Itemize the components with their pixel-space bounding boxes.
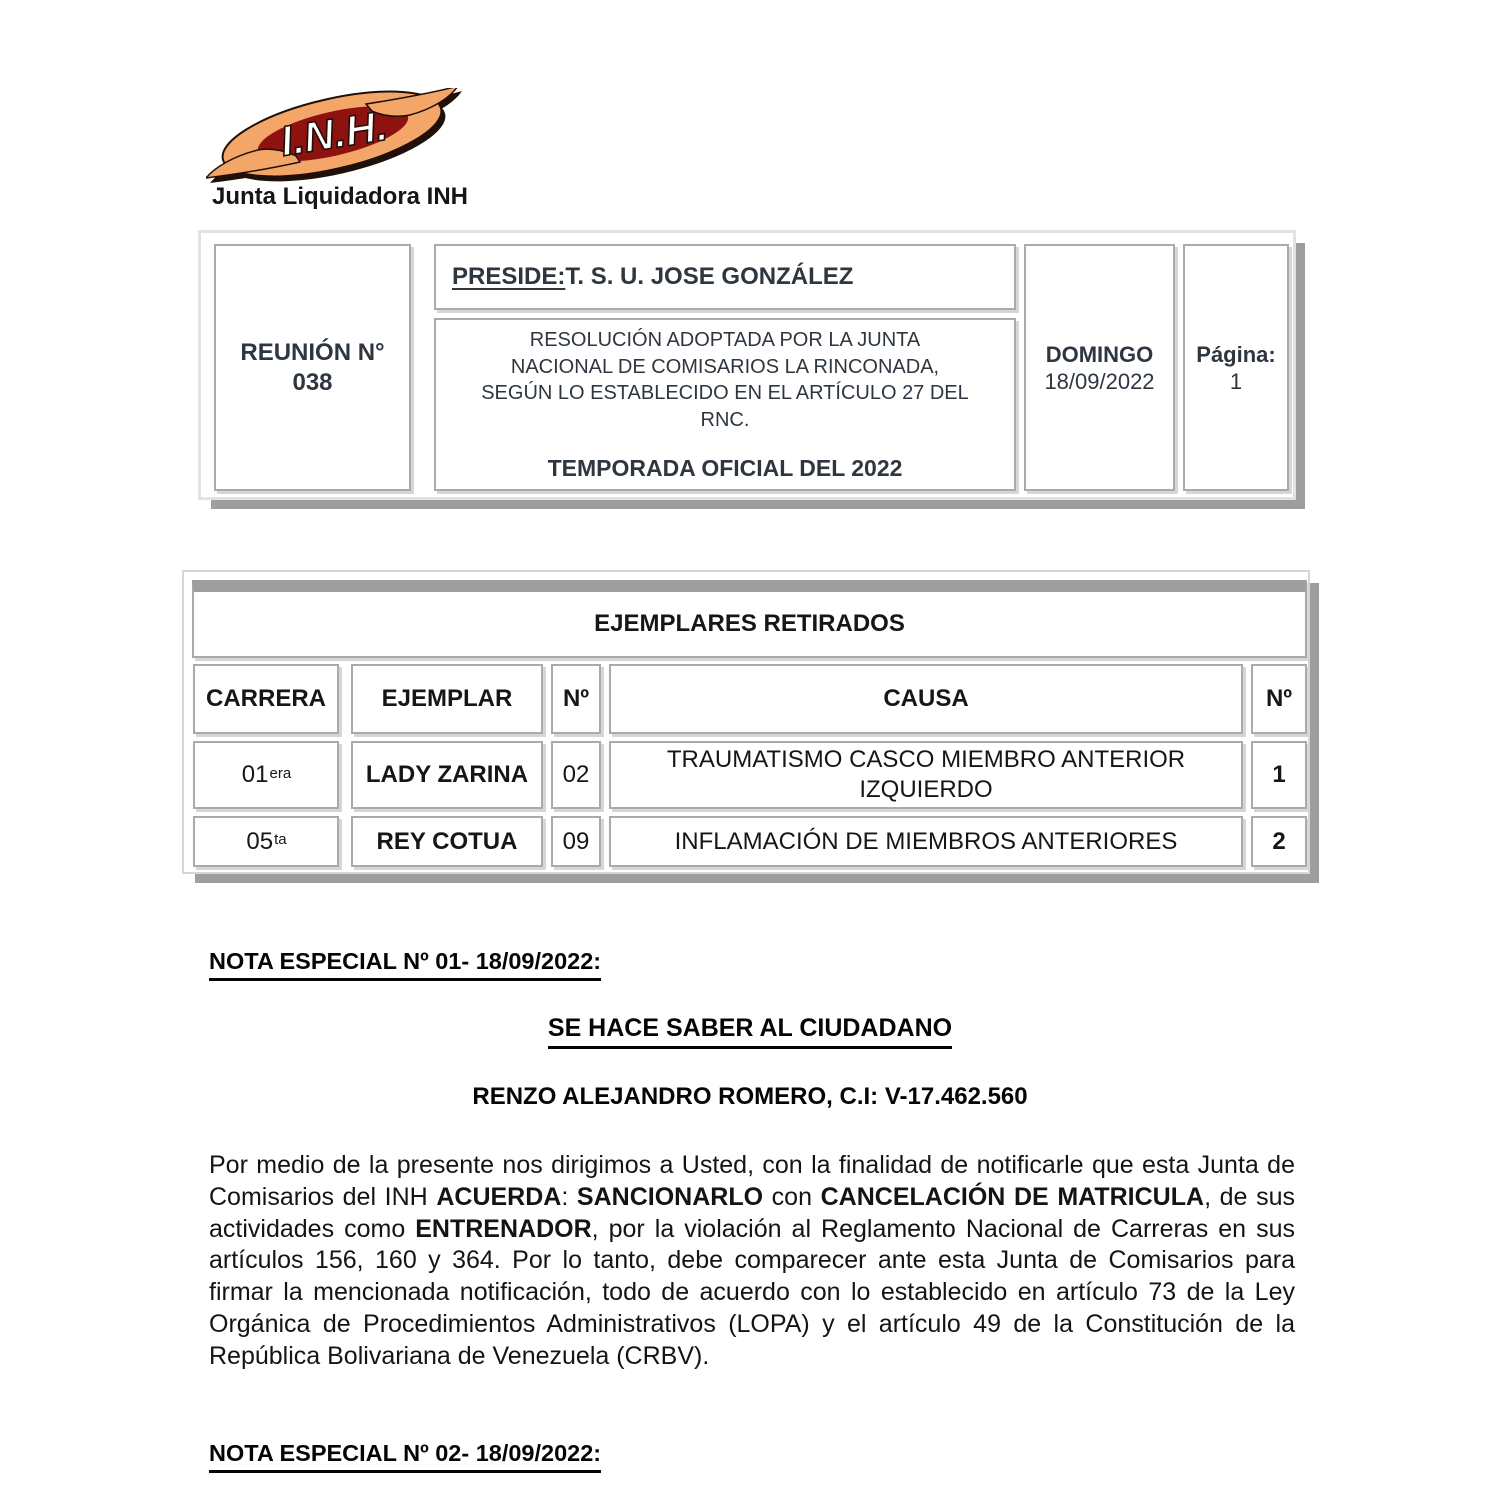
day-label: DOMINGO <box>1045 341 1154 367</box>
table-row-1-carrera <box>193 741 339 809</box>
resolution-line: RESOLUCIÓN ADOPTADA POR LA JUNTA <box>529 329 921 352</box>
table-row-1-numero: 02 <box>551 741 601 809</box>
table-row-1-ejemplar: LADY ZARINA <box>351 741 543 809</box>
table-row-2-carrera <box>193 816 339 867</box>
col-header-orden: Nº <box>1251 664 1307 734</box>
table-row-1-orden: 1 <box>1251 741 1307 809</box>
carrera-number: 01 <box>241 761 269 788</box>
table-row-2-numero: 09 <box>551 816 601 867</box>
retirados-table <box>182 570 1310 874</box>
page-cell <box>1183 244 1289 491</box>
nota-especial-1-heading: NOTA ESPECIAL Nº 01- 18/09/2022: <box>209 948 601 981</box>
table-row-2-causa: INFLAMACIÓN DE MIEMBROS ANTERIORES <box>609 816 1243 867</box>
notification-paragraph: Por medio de la presente nos dirigimos a Usted, con la finalidad de notificarle que esta Junta de Comisarios del INH ACUERDA: SANCIONARLO con CANCELACIÓN DE MATRICULA, de sus actividades como ENTRENADOR, por la violación al Reglamento Nacional de Carreras en sus artículos 156, 160 y 364. Por lo tanto, debe comparecer ante esta Junta de Comisarios para firmar la mencionada notificación, todo de acuerdo con lo establecido en artículo 73 de la Ley Orgánica de Procedimientos Administrativos (LOPA) y el artículo 49 de la Constitución de la República Bolivariana de Venezuela (CRBV). <box>209 1151 1295 1370</box>
inh-logo-text: I.N.H. <box>277 101 391 165</box>
page-label: Página: <box>1196 341 1276 367</box>
preside-label: PRESIDE: <box>452 263 566 290</box>
date-cell <box>1024 244 1175 491</box>
resolution-line: RNC. <box>700 408 750 431</box>
resolution-line: SEGÚN LO ESTABLECIDO EN EL ARTÍCULO 27 DEL <box>481 382 969 405</box>
resolution-line: NACIONAL DE COMISARIOS LA RINCONADA, <box>510 355 940 378</box>
col-header-ejemplar: EJEMPLAR <box>351 664 543 734</box>
carrera-ordinal: ta <box>274 831 287 848</box>
page-number: 1 <box>1229 368 1243 394</box>
table-row-2-orden: 2 <box>1251 816 1307 867</box>
citizen-name-line: RENZO ALEJANDRO ROMERO, C.I: V-17.462.560 <box>472 1083 1028 1110</box>
retirados-title: EJEMPLARES RETIRADOS <box>192 580 1307 658</box>
se-hace-saber-heading: SE HACE SABER AL CIUDADANO <box>0 1014 1500 1049</box>
nota-especial-2-heading: NOTA ESPECIAL Nº 02- 18/09/2022: <box>209 1440 601 1473</box>
carrera-ordinal: era <box>269 764 292 782</box>
preside-value: T. S. U. JOSE GONZÁLEZ <box>565 263 854 290</box>
resolution-cell <box>434 318 1016 491</box>
preside-cell <box>434 244 1016 310</box>
reunion-label: REUNIÓN N° <box>240 338 385 366</box>
temporada-label: TEMPORADA OFICIAL DEL 2022 <box>547 455 903 482</box>
inh-logo-graphic <box>206 88 462 184</box>
col-header-numero: Nº <box>551 664 601 734</box>
table-row-1-causa: TRAUMATISMO CASCO MIEMBRO ANTERIOR IZQUIERDO <box>609 741 1243 809</box>
col-header-carrera: CARRERA <box>193 664 339 734</box>
col-header-causa: CAUSA <box>609 664 1243 734</box>
reunion-number: 038 <box>292 368 333 396</box>
reunion-cell <box>214 244 411 491</box>
date-value: 18/09/2022 <box>1044 368 1155 394</box>
table-row-2-ejemplar: REY COTUA <box>351 816 543 867</box>
header-box <box>198 230 1296 500</box>
logo-caption: Junta Liquidadora INH <box>212 183 469 210</box>
inh-logo <box>206 88 462 184</box>
carrera-number: 05 <box>246 827 274 855</box>
